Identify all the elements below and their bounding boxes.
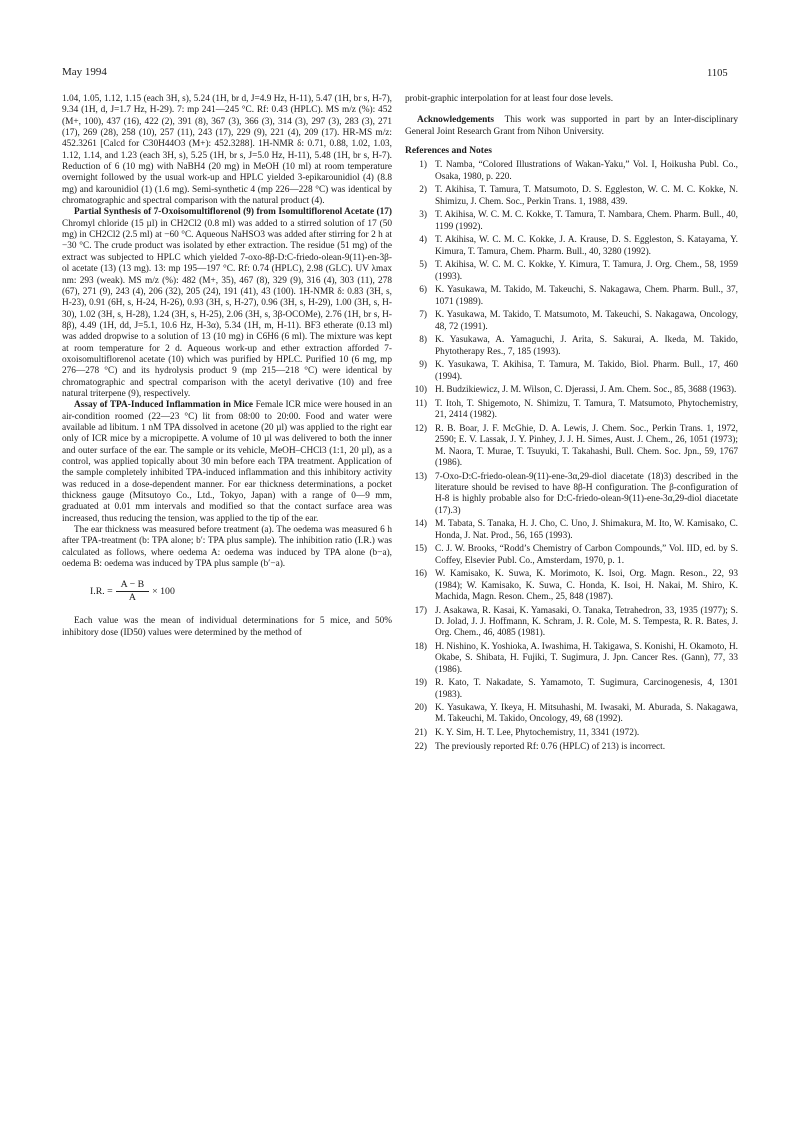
formula-numerator: A − B bbox=[116, 579, 150, 592]
reference-number: 6) bbox=[419, 285, 427, 296]
reference-item bbox=[405, 335, 738, 358]
reference-number: 11) bbox=[414, 398, 427, 409]
paragraph-spectral-data: 1.04, 1.05, 1.12, 1.15 (each 3H, s), 5.24 (1H, br d, J=4.9 Hz, H-11), 5.47 (1H, br s, H-7), 9.34 (1H, d, J=1.7 Hz, H-29). 7: mp 241—245 °C. Rf: 0.43 (HPLC). MS m/z (%): 452 (M+, 100), 437 (16), 422 (2), 391 (8), 367 (3), 366 (3), 314 (3), 297 (3), 283 (3), 271 (17), 269 (28), 258 (10), 257 (11), 243 (17), 229 (9), 221 (4), 209 (17). HR-MS m/z: 452.3261 [Calcd for C30H44O3 (M+): 452.3288]. 1H-NMR δ: 0.71, 0.88, 1.02, 1.03, 1.12, 1.14, and 1.23 (each 3H, s), 5.25 (1H, br s, J=5.0 Hz, H-11), 5.48 (1H, br s, H-7). Reduction of 6 (10 mg) with NaBH4 (20 mg) in MeOH (10 ml) at room temperature overnight followed by the usual work-up and HPLC yielded 3-epikarounidiol (4) (8.8 mg) and karounidiol (1) (1.6 mg). Semi-synthetic 4 (mp 226—228 °C) was identical by chromatographic and spectral comparison with the natural product (4). bbox=[62, 94, 392, 207]
reference-text: T. Akihisa, T. Tamura, T. Matsumoto, D. S. Eggleston, W. C. M. C. Kokke, N. Shimizu, J. Chem. Soc., Perkin Trans. 1, 1988, 439. bbox=[435, 185, 738, 207]
reference-text: K. Y. Sim, H. T. Lee, Phytochemistry, 11, 3341 (1972). bbox=[435, 728, 640, 739]
reference-item bbox=[405, 472, 738, 517]
reference-item bbox=[405, 642, 738, 676]
reference-text: T. Itoh, T. Shigemoto, N. Shimizu, T. Tamura, T. Matsumoto, Phytochemistry, 21, 2414 (1982). bbox=[435, 398, 738, 421]
reference-number: 16) bbox=[414, 569, 427, 580]
reference-item bbox=[405, 360, 738, 383]
reference-item bbox=[405, 544, 738, 567]
reference-item bbox=[405, 260, 738, 283]
formula-fraction bbox=[116, 579, 150, 604]
reference-number: 10) bbox=[414, 385, 427, 396]
reference-number: 19) bbox=[414, 678, 427, 689]
reference-number: 12) bbox=[414, 423, 427, 434]
reference-number: 17) bbox=[414, 605, 427, 616]
reference-number: 13) bbox=[414, 471, 427, 482]
header-page-number: 1105 bbox=[707, 68, 728, 79]
paragraph-tpa-assay bbox=[62, 400, 392, 525]
reference-text: T. Akihisa, W. C. M. C. Kokke, T. Tamura, T. Nambara, Chem. Pharm. Bull., 40, 1199 (1992). bbox=[435, 210, 738, 232]
reference-number: 15) bbox=[414, 544, 427, 555]
acknowledgements-body: This work was supported in part by an Inter-disciplinary General Joint Research Grant from Nihon University. bbox=[405, 115, 738, 137]
reference-number: 7) bbox=[419, 310, 427, 321]
reference-number: 9) bbox=[419, 360, 427, 371]
reference-item bbox=[405, 185, 738, 208]
reference-list bbox=[405, 160, 738, 753]
header-date: May 1994 bbox=[62, 66, 107, 78]
reference-text: 7-Oxo-D:C-friedo-olean-9(11)-ene-3α,29-diol diacetate (18)3) described in the literature should be revised to have 8β-H configuration. The β-configuration of H-8 is highly probable also for D:C-friedo-olean-9(11)-ene-3α,29-diol diacetate (17).3) bbox=[435, 471, 738, 516]
reference-text: T. Namba, “Colored Illustrations of Wakan-Yaku,” Vol. I, Hoikusha Publ. Co., Osaka, 1980, p. 220. bbox=[435, 160, 738, 182]
paragraph-partial-synthesis-body: Chromyl chloride (15 µl) in CH2Cl2 (0.8 ml) was added to a stirred solution of 17 (50 mg) in CH2Cl2 (2.5 ml) at −60 °C. Aqueous NaHSO3 was added after stirring for 2 h at −30 °C. The crude product was isolated by ether extraction. The residue (51 mg) of the extract was subjected to HPLC which yielded 7-oxo-8β-D:C-friedo-olean-9(11)-en-3β-ol acetate (13) (13 mg). 13: mp 195—197 °C. Rf: 0.74 (HPLC), 2.98 (GLC). UV λmax nm: 293 (weak). MS m/z (%): 482 (M+, 35), 467 (8), 329 (9), 316 (4), 303 (11), 278 (67), 271 (9), 243 (4), 206 (32), 205 (24), 191 (41), 43 (100). 1H-NMR δ: 0.83 (3H, s, H-23), 0.91 (6H, s, H-24, H-26), 0.93 (3H, s, H-27), 0.96 (3H, s, H-29), 1.00 (3H, s, H-30), 1.02 (3H, s, H-28), 1.24 (3H, s, H-25), 2.06 (3H, s, 3β-OCOMe), 2.76 (1H, br s, H-8β), 4.49 (1H, dd, J=5.1, 10.6 Hz, H-3α), 5.34 (1H, m, H-11). BF3 etherate (0.13 ml) was added dropwise to a solution of 13 (10 mg) in C6H6 (6 ml). The mixture was kept at room temperature for 2 d. Aqueous work-up and ether extraction afforded 7-oxoisomultiflorenol acetate (10) which was purified by HPLC. Purified 10 (6 mg, mp 276—278 °C) and its hydrolysis product 9 (mp 215—218 °C) were identical by chromatographic and spectral comparison with the acetyl derivative (10) and free natural triterpene (9), respectively. bbox=[62, 218, 392, 399]
reference-number: 1) bbox=[419, 160, 427, 171]
left-column bbox=[62, 94, 392, 639]
reference-number: 21) bbox=[414, 728, 427, 739]
reference-item bbox=[405, 160, 738, 183]
reference-text: R. B. Boar, J. F. McGhie, D. A. Lewis, J. Chem. Soc., Perkin Trans. 1, 1972, 2590; E. V. Lassak, J. Y. Pinhey, J. J. H. Simes, Aust. J. Chem., 26, 1051 (1973); M. Naora, T. Murae, T. Tsuyuki, T. Takahashi, Bull. Chem. Soc. Jpn., 59, 1767 (1986). bbox=[435, 423, 738, 468]
reference-item bbox=[405, 310, 738, 333]
formula-rhs: × 100 bbox=[152, 586, 175, 598]
reference-text: T. Akihisa, W. C. M. C. Kokke, J. A. Krause, D. S. Eggleston, S. Katayama, Y. Kimura, T. Tamura, Chem. Pharm. Bull., 40, 3280 (1992). bbox=[435, 235, 738, 257]
section-heading-partial-synthesis: Partial Synthesis of 7-Oxoisomultiflorenol (9) from Isomultiflorenol Acetate (17) bbox=[74, 207, 392, 218]
reference-item bbox=[405, 703, 738, 726]
reference-text: T. Akihisa, W. C. M. C. Kokke, Y. Kimura, T. Tamura, J. Org. Chem., 58, 1959 (1993). bbox=[435, 260, 738, 282]
reference-item bbox=[405, 569, 738, 603]
reference-item bbox=[405, 235, 738, 258]
reference-item bbox=[405, 210, 738, 233]
reference-number: 22) bbox=[414, 741, 427, 752]
paragraph-partial-synthesis bbox=[62, 207, 392, 400]
reference-text: K. Yasukawa, M. Takido, T. Matsumoto, M. Takeuchi, S. Nakagawa, Oncology, 48, 72 (1991). bbox=[435, 310, 738, 332]
formula-denominator: A bbox=[128, 592, 136, 604]
acknowledgements-heading: Acknowledgements bbox=[417, 115, 494, 126]
reference-text: R. Kato, T. Nakadate, S. Yamamoto, T. Sugimura, Carcinogenesis, 4, 1301 (1983). bbox=[435, 678, 738, 700]
reference-item bbox=[405, 385, 738, 396]
reference-item bbox=[405, 678, 738, 701]
reference-number: 4) bbox=[419, 235, 427, 246]
paragraph-tpa-assay-body: Female ICR mice were housed in an air-condition roomed (22—23 °C) lit from 08:00 to 20:00. Food and water were available ad libitum. 1 nM TPA dissolved in acetone (20 µl) was applied to the right ear only of ICR mice by a micropipette. A volume of 10 µl was delivered to both the inner and outer surface of the ear. The sample or its vehicle, MeOH–CHCl3 (1:1, 20 µl), as a control, was applied topically about 30 min before each TPA treatment. Application of the sample completely inhibited TPA-induced inflammation and this inhibitory activity was reduced in a dose-dependent manner. For ear thickness determinations, a pocket thickness gauge (Mitsutoyo Co., Ltd., Tokyo, Japan) with a range of 0—9 mm, graduated at 0.01 mm intervals and modified so that the contact surface area was increased, thus reducing the tension, was applied to the tip of the ear. bbox=[62, 400, 392, 524]
reference-number: 18) bbox=[414, 641, 427, 652]
reference-text: K. Yasukawa, T. Akihisa, T. Tamura, M. Takido, Biol. Pharm. Bull., 17, 460 (1994). bbox=[435, 360, 738, 382]
reference-text: J. Asakawa, R. Kasai, K. Yamasaki, O. Tanaka, Tetrahedron, 33, 1935 (1977); S. D. Jolad, J. J. Hoffmann, K. Schram, J. R. Cole, M. S. Tempesta, R. R. Bates, J. Org. Chem., 46, 4085 (1981). bbox=[435, 605, 738, 639]
reference-text: K. Yasukawa, A. Yamaguchi, J. Arita, S. Sakurai, A. Ikeda, M. Takido, Phytotherapy Res., 7, 185 (1993). bbox=[435, 335, 738, 357]
reference-number: 3) bbox=[419, 210, 427, 221]
reference-number: 20) bbox=[414, 703, 427, 714]
reference-item bbox=[405, 519, 738, 542]
reference-number: 2) bbox=[419, 185, 427, 196]
reference-item bbox=[405, 285, 738, 308]
right-column bbox=[405, 94, 738, 755]
reference-number: 14) bbox=[414, 519, 427, 530]
reference-text: W. Kamisako, K. Suwa, K. Morimoto, K. Isoi, Org. Magn. Reson., 22, 93 (1984); W. Kamisako, K. Suwa, C. Honda, K. Isoi, H. Nakai, M. Shiro, K. Machida, Magn. Reson. Chem., 25, 848 (1987). bbox=[435, 569, 738, 602]
paragraph-id50: Each value was the mean of individual determinations for 5 mice, and 50% inhibitory dose (ID50) values were determined by the method of bbox=[62, 616, 392, 638]
reference-item bbox=[405, 742, 738, 753]
acknowledgements bbox=[405, 115, 738, 138]
paragraph-ear-thickness: The ear thickness was measured before treatment (a). The oedema was measured 6 h after TPA-treatment (b: TPA alone; b′: TPA plus sample). The inhibition ratio (I.R.) was calculated as follows, where oedema A: oedema was induced by TPA alone (b−a), oedema B: oedema was induced by TPA plus sample (b′−a). bbox=[62, 525, 392, 570]
reference-text: H. Nishino, K. Yoshioka, A. Iwashima, H. Takigawa, S. Konishi, H. Okamoto, H. Okabe, S. Shibata, H. Fujiki, T. Sugimura, J. Jpn. Cancer Res. (Gann), 77, 33 (1986). bbox=[435, 641, 738, 675]
inhibition-ratio-formula bbox=[90, 579, 392, 604]
reference-text: K. Yasukawa, Y. Ikeya, H. Mitsuhashi, M. Iwasaki, M. Aburada, S. Nakagawa, M. Takeuchi, M. Takido, Oncology, 49, 68 (1992). bbox=[435, 703, 738, 725]
reference-text: The previously reported Rf: 0.76 (HPLC) of 213) is incorrect. bbox=[435, 741, 666, 752]
reference-text: C. J. W. Brooks, “Rodd’s Chemistry of Carbon Compounds,” Vol. IID, ed. by S. Coffey, Elsevier Publ. Co., Amsterdam, 1970, p. 1. bbox=[435, 544, 738, 566]
reference-item bbox=[405, 728, 738, 739]
reference-item bbox=[405, 606, 738, 640]
reference-number: 5) bbox=[419, 260, 427, 271]
references-heading: References and Notes bbox=[405, 146, 492, 157]
paragraph-probit: probit-graphic interpolation for at least four dose levels. bbox=[405, 94, 614, 104]
reference-text: H. Budzikiewicz, J. M. Wilson, C. Djerassi, J. Am. Chem. Soc., 85, 3688 (1963). bbox=[435, 385, 737, 396]
reference-item bbox=[405, 424, 738, 469]
section-heading-tpa-assay: Assay of TPA-Induced Inflammation in Mice bbox=[74, 400, 254, 411]
reference-number: 8) bbox=[419, 335, 427, 346]
formula-lhs: I.R. = bbox=[90, 586, 113, 598]
reference-text: M. Tabata, S. Tanaka, H. J. Cho, C. Uno, J. Shimakura, M. Ito, W. Kamisako, C. Honda, J. Nat. Prod., 56, 165 (1993). bbox=[435, 519, 738, 541]
reference-text: K. Yasukawa, M. Takido, M. Takeuchi, S. Nakagawa, Chem. Pharm. Bull., 37, 1071 (1989). bbox=[435, 285, 738, 307]
reference-item bbox=[405, 399, 738, 422]
